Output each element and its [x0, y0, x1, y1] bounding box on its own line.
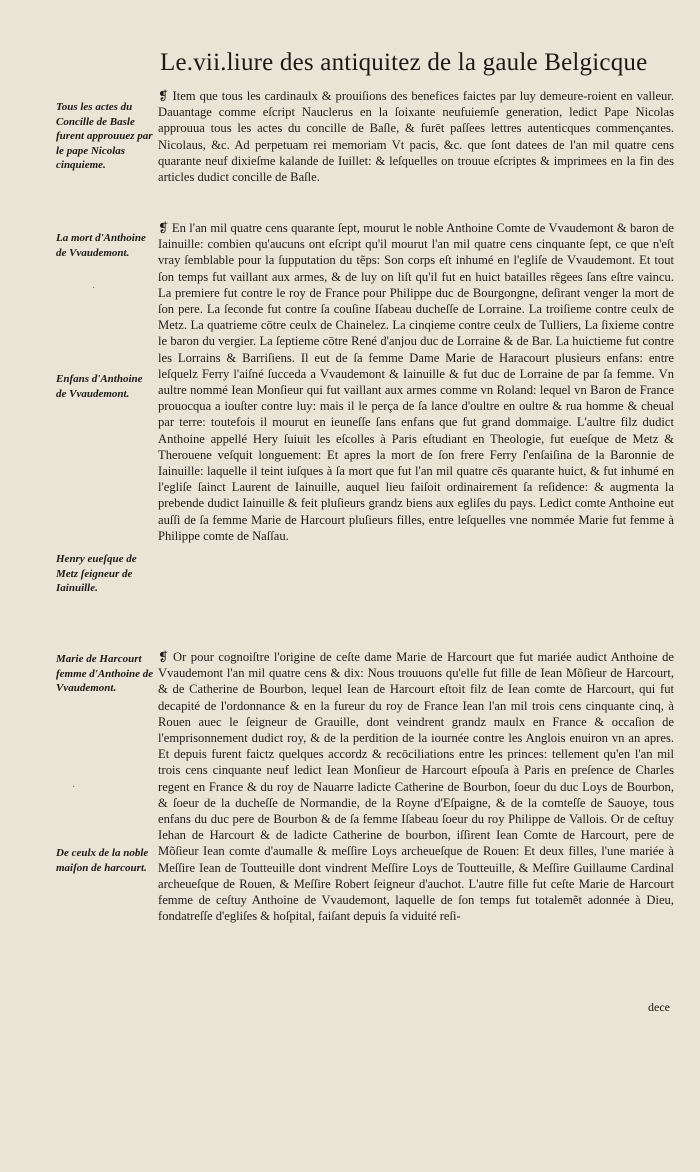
margin-note-marie: Marie de Harcourt femme d'Anthoine de Vvaudemont. — [56, 653, 154, 694]
running-title: Le.vii.liure des antiquitez de la gaule Belgicque — [160, 49, 648, 76]
catchword: dece — [648, 1000, 670, 1014]
paragraph-death-anthoine — [158, 220, 674, 544]
paragraph-marie-harcourt — [158, 649, 674, 924]
margin-note-children: Enfans d'Anthoine de Vvaudemont. — [56, 373, 143, 400]
margin-note-henry: Henry eueſque de Metz ſeigneur de Iainuille. — [56, 553, 137, 594]
margin-note-basle: Tous les actes du Concille de Basle furent approuuez par le pape Nicolas cinquieme. — [56, 101, 153, 171]
dot-ornament: · — [72, 782, 76, 793]
paragraph-text: ❡ En l'an mil quatre cens quarante ſept, mourut le noble Anthoine Comte de Vvaudemont & baron de Iainuille: combien qu'aucuns ont eſcript qu'il mourut l'an mil quatre cens cinquante ſept, ce que n'eſt vray ſemblable pour la ſupputation du tẽps: Son corps eſt inhumé en l'egliſe de Vvaudemont. Et tout ſon temps fut vaillant aux armes, & de luy on liſt qu'il fut en huict batailles rẽgees ſans eſtre vaincu. La premiere fut contre le roy de France pour Philippe duc de Bourgongne, deſirant venger la mort de ſon pere. La ſeconde fut contre ſa couſine Iſabeau ducheſſe de Lorraine. La troiſieme contre ceulx de Metz. La quatrieme cōtre ceulx de Chainelez. La cinqieme contre ceulx de Tulliers, La ſixieme contre le baron du vergier. La ſeptieme cōtre René d'anjou duc de Lorraine & de Bar. La huictieme fut contre les Lorrains & Barriſiens. Il eut de ſa femme Dame Marie de Haracourt plusieurs enfans: entre leſquelz Ferry l'aiſné ſucceda a Vvaudemont & Iainuille & fut duc de Lorraine de par ſa femme. Vn aultre nommé Iean Monſieur qui fut vaillant aux armes comme vn Roland: lequel vn Baron de France prouocqua a iouſter contre luy: mais il le perça de ſa lance d'oultre en oultre & rua homme & cheual par terre: toutefois il mourut en ieuneſſe ſans enfans que fut grand dommaige. L'aultre filz dudict Anthoine appellé Hery ſuiuit les eſcolles à Paris eſtudiant en Theologie, fut eueſque de Metz & Therouene veſquit longuement: Et apres la mort de ſon frere Ferry ſ'enſaiſina de la Baronnie de Iainuille: laquelle il teint iuſques à ſa mort que fut l'an mil quatre cēs quarante huict, & fut inhumé en l'egliſe ſainct Laurent de Iainuille, auquel lieu faiſoit ordinairement ſa reſidence: & augmenta la prebende dudict Iainuille & feit pluſieurs grandz biens aux egliſes du pays. Ledict comte Anthoine eut auſſi de ſa femme Marie de Harcourt pluſieurs filles, entre leſquelles vne nommée Marie fut femme à Philippe comte de Naſſau. — [158, 221, 674, 543]
paragraph-text: ❡ Or pour cognoiſtre l'origine de ceſte dame Marie de Harcourt que fut mariée audict Anthoine de Vvaudemont l'an mil quatre cens & dix: Nous trouuons qu'elle fut fille de Iean Mõſieur de Harcourt, & de Catherine de Bourbon, lequel Iean de Harcourt eſtoit filz de Iean comte de Harcourt, qui fut decapité de l'ordonnance & en la fureur du roy de France Iean l'an mil trois cens cinquante cinq, à Rouen auec le ſeigneur de Grauille, dont veindrent grandz maulx en France & occaſion de l'emprisonnement dudict roy, & de la perdition de la iournée contre les Anglois enuiron vn an apres. Et depuis furent faictz quelques accordz & recōciliations entre les princes: tellement qu'en l'an mil trois cens cinquante neuf ledict Iean Monſieur de Harcourt eſpouſa à Paris en preſence de Charles regent en France & du roy de Nauarre ladicte Catherine de Bourbon, ſoeur du duc Loys de Bourbon, & ſoeur de la ducheſſe de Normandie, de la Royne d'Eſpaigne, & de la comteſſe de Sauoye, tous enfans du duc pere de Bourbon & de ſa femme Iſabeau ſoeur du roy Philippe de Vallois. Or de ceſtuy Iehan de Harcourt & de ladicte Catherine de bourbon, iſſirent Iean Comte de Harcourt, pere de Mõſieur Iean comte d'aumalle & meſſire Loys archeueſque de Rouen: Et deux filles, l'une mariée à Meſſire Iean de Toutteuille dont vindrent Meſſire Loys de Toutteuille, & Meſſire Guillaume Cardinal archeueſque de Rouen, & Meſſire Robert ſeigneur d'auchot. L'autre fille fut ceſte Marie de Harcourt femme de ceſtuy Anthoine de Vvaudemont, laquelle de ſon temps fut totalemẽt adonnée à Dieu, fondatreſſe d'egliſes & hoſpital, faiſant depuis ſa viduité reſi- — [158, 650, 674, 924]
paragraph-item-pope — [158, 88, 674, 185]
paragraph-text: ❡ Item que tous les cardinaulx & prouiſions des benefices faictes par luy demeure-roient en valleur. Dauantage comme eſcript Nauclerus en la ſoixante neufuiemſe generation, ledict Pape Nicolas approuua tous les actes du concille de Baſle, & furēt paſſees lettres autenticques commençantes. Nicolaus, &c. Ad perpetuam rei memoriam Vt pacis, &c. que ſont datees de l'an mil quatre cens quarante neuf dixieſme kalande de Iuillet: & leſquelles on trouue eſcriptes & imprimees en la fin des articles dudict concille de Baſle. — [158, 89, 674, 185]
margin-note-harcourt-house: De ceulx de la noble maiſon de harcourt. — [56, 847, 149, 874]
margin-note-death: La mort d'Anthoine de Vvaudemont. — [56, 232, 146, 259]
dot-ornament: · — [92, 283, 96, 294]
